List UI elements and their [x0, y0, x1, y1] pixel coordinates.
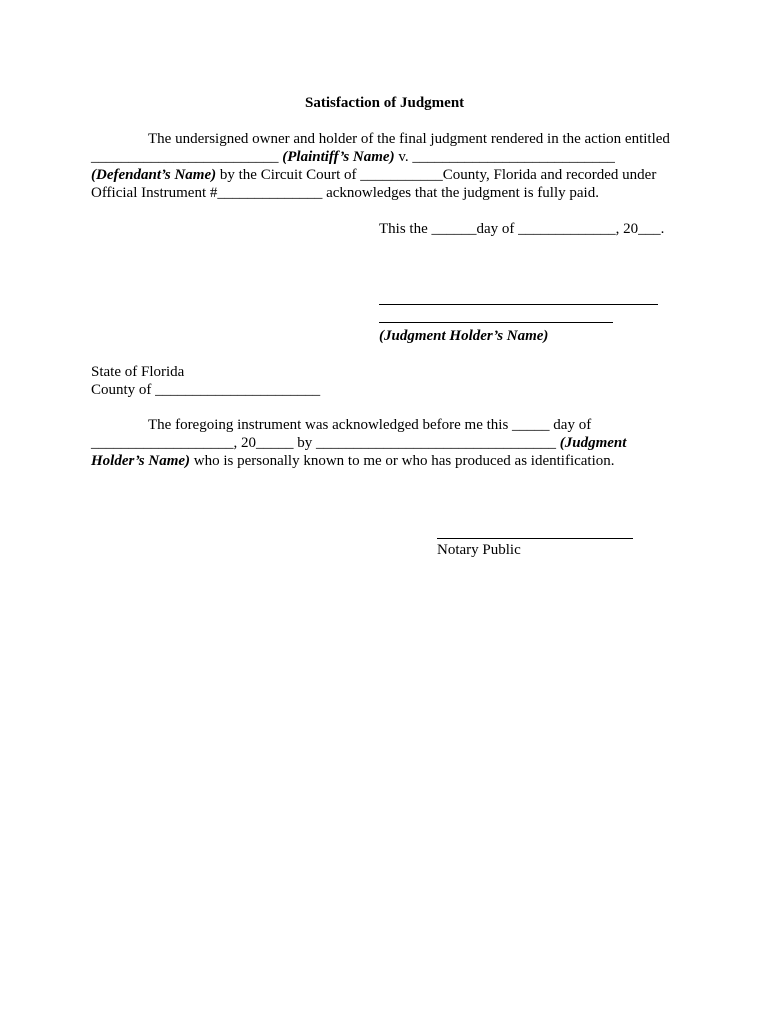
signature-line-2	[379, 322, 613, 323]
para2-line1: The foregoing instrument was acknowledged before me this _____ day of	[148, 417, 592, 433]
para1-line1: The undersigned owner and holder of the final judgment rendered in the action entitled	[148, 131, 670, 147]
judgment-holder-label: (Judgment Holder’s Name)	[379, 328, 549, 344]
plaintiff-blank: _________________________	[91, 149, 279, 165]
county-line: County of ______________________	[91, 382, 321, 398]
holder-name-label: Holder’s Name)	[91, 453, 191, 469]
para2-line2	[91, 434, 626, 452]
para1-line2	[91, 148, 615, 166]
versus-blank: v. ___________________________	[394, 149, 615, 165]
identification-text: who is personally known to me or who has produced as identification.	[190, 453, 615, 469]
notary-public-label: Notary Public	[437, 542, 521, 558]
acknowledgment-blanks: ___________________, 20_____ by ________________________________	[91, 435, 560, 451]
para1-line3	[91, 166, 656, 184]
signature-line-1	[379, 304, 658, 305]
judgment-label: (Judgment	[559, 435, 627, 451]
date-line: This the ______day of _____________, 20___.	[379, 221, 665, 237]
notary-signature-line	[437, 538, 633, 539]
defendant-name-label: (Defendant’s Name)	[91, 167, 217, 183]
state-line: State of Florida	[91, 364, 185, 380]
plaintiff-name-label: (Plaintiff’s Name)	[282, 149, 395, 165]
circuit-court-text: by the Circuit Court of ___________County, Florida and recorded under	[216, 167, 657, 183]
document-title: Satisfaction of Judgment	[305, 95, 465, 111]
para1-line4: Official Instrument #______________ acknowledges that the judgment is fully paid.	[91, 185, 599, 201]
para2-line3	[91, 452, 615, 470]
